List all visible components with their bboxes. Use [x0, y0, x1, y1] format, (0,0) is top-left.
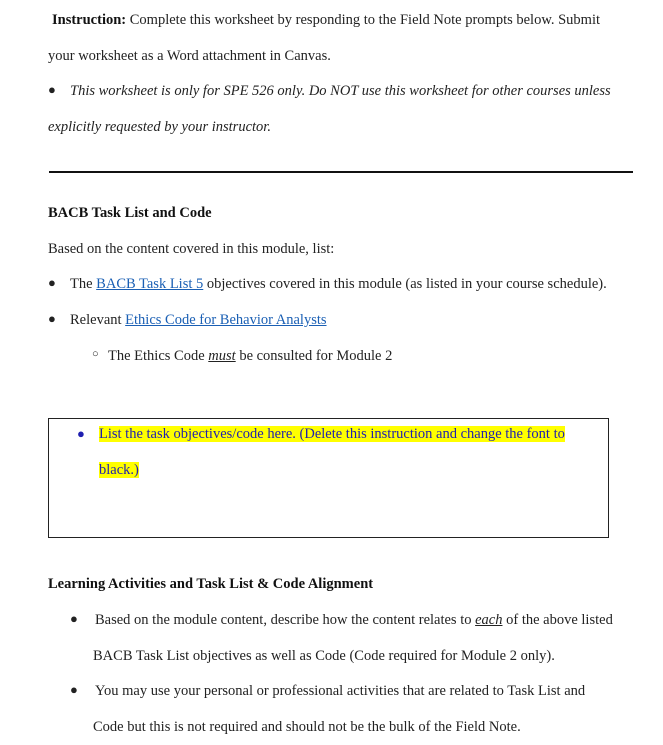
- answer-box-line-1[interactable]: List the task objectives/code here. (Delete this instruction and change the font to: [99, 426, 565, 442]
- instruction-line-2: your worksheet as a Word attachment in Canvas.: [48, 48, 331, 64]
- answer-box-line-2[interactable]: black.): [99, 462, 139, 478]
- bullet-icon: ●: [48, 275, 56, 290]
- note-line-1: This worksheet is only for SPE 526 only. Do NOT use this worksheet for other courses unless: [70, 83, 611, 99]
- bullet-icon: ●: [70, 682, 78, 697]
- note-line-2: explicitly requested by your instructor.: [48, 119, 271, 135]
- ethics-code-subbullet: The Ethics Code must be consulted for Module 2: [108, 348, 393, 364]
- bullet-icon: ●: [48, 311, 56, 326]
- instruction-line-1: Instruction: Complete this worksheet by responding to the Field Note prompts below. Submit: [52, 12, 601, 28]
- circle-bullet-icon: ○: [92, 348, 99, 360]
- section-heading-learning-activities: Learning Activities and Task List & Code Alignment: [48, 576, 374, 592]
- task-list-bullet: The BACB Task List 5 objectives covered in this module (as listed in your course schedule).: [70, 276, 607, 292]
- activities-bullet-1-line-2: BACB Task List objectives as well as Code (Code required for Module 2 only).: [93, 648, 555, 664]
- activities-bullet-2: You may use your personal or professional activities that are related to Task List and: [95, 683, 586, 699]
- ethics-code-link[interactable]: Ethics Code for Behavior Analysts: [125, 312, 327, 328]
- section-heading-task-list: BACB Task List and Code: [48, 205, 212, 221]
- ethics-code-bullet: Relevant Ethics Code for Behavior Analysts: [70, 312, 327, 328]
- instruction-label: Instruction:: [52, 12, 127, 28]
- bullet-icon: ●: [48, 82, 56, 97]
- bullet-icon: ●: [70, 611, 78, 626]
- activities-bullet-1: Based on the module content, describe how the content relates to each of the above listed: [95, 612, 613, 628]
- activities-bullet-2-line-2: Code but this is not required and should not be the bulk of the Field Note.: [93, 719, 521, 735]
- section-intro: Based on the content covered in this module, list:: [48, 241, 335, 257]
- bullet-icon: ●: [77, 426, 85, 441]
- bacb-task-list-link[interactable]: BACB Task List 5: [96, 276, 204, 292]
- horizontal-divider: [49, 171, 633, 173]
